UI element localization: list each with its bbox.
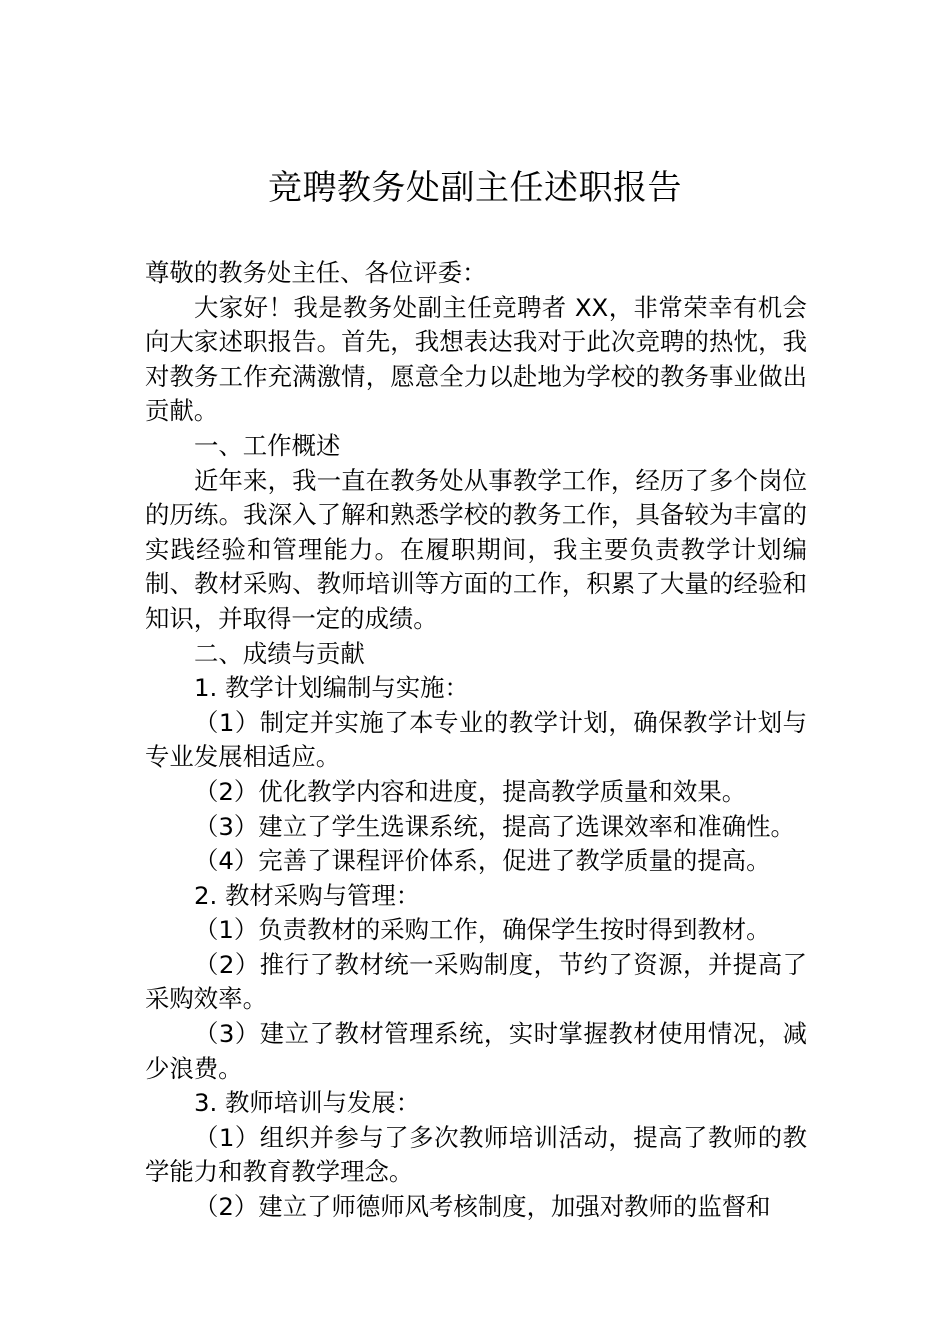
list-item: （4）完善了课程评价体系，促进了教学质量的提高。 (194, 846, 771, 876)
intro-paragraph: 大家好！我是教务处副主任竞聘者 XX，非常荣幸有机会向大家述职报告。首先，我想表达我对于此次竞聘的热忱，我对教务工作充满激情，愿意全力以赴地为学校的教务事业做出贡献。 (145, 292, 807, 426)
list-item: （3）建立了教材管理系统，实时掌握教材使用情况，减少浪费。 (145, 1019, 807, 1083)
list-item: （1）制定并实施了本专业的教学计划，确保教学计划与专业发展相适应。 (145, 707, 807, 772)
section-heading-work-overview: 一、工作概述 (194, 430, 341, 460)
subheading-textbook-procurement: 2. 教材采购与管理： (194, 880, 421, 910)
list-item: （3）建立了学生选课系统，提高了选课效率和准确性。 (194, 811, 795, 841)
document-body (145, 256, 807, 1225)
work-overview-paragraph: 近年来，我一直在教务处从事教学工作，经历了多个岗位的历练。我深入了解和熟悉学校的教务工作，具备较为丰富的实践经验和管理能力。在履职期间，我主要负责教学计划编制、教材采购、教师培训等方面的工作，积累了大量的经验和知识，并取得一定的成绩。 (145, 465, 807, 633)
list-item: （2）推行了教材统一采购制度，节约了资源，并提高了采购效率。 (145, 949, 807, 1014)
list-item: （1）组织并参与了多次教师培训活动，提高了教师的教学能力和教育教学理念。 (145, 1122, 807, 1187)
salutation: 尊敬的教务处主任、各位评委： (145, 258, 487, 287)
page-title: 竞聘教务处副主任述职报告 (268, 168, 682, 208)
list-item: （1）负责教材的采购工作，确保学生按时得到教材。 (194, 915, 771, 945)
list-item: （2）建立了师德师风考核制度，加强对教师的监督和 (194, 1192, 771, 1222)
subheading-teaching-plan: 1. 教学计划编制与实施： (194, 673, 469, 703)
list-item: （2）优化教学内容和进度，提高教学质量和效果。 (194, 776, 747, 806)
subheading-teacher-training: 3. 教师培训与发展： (194, 1088, 421, 1118)
section-heading-achievements: 二、成绩与贡献 (194, 638, 365, 668)
